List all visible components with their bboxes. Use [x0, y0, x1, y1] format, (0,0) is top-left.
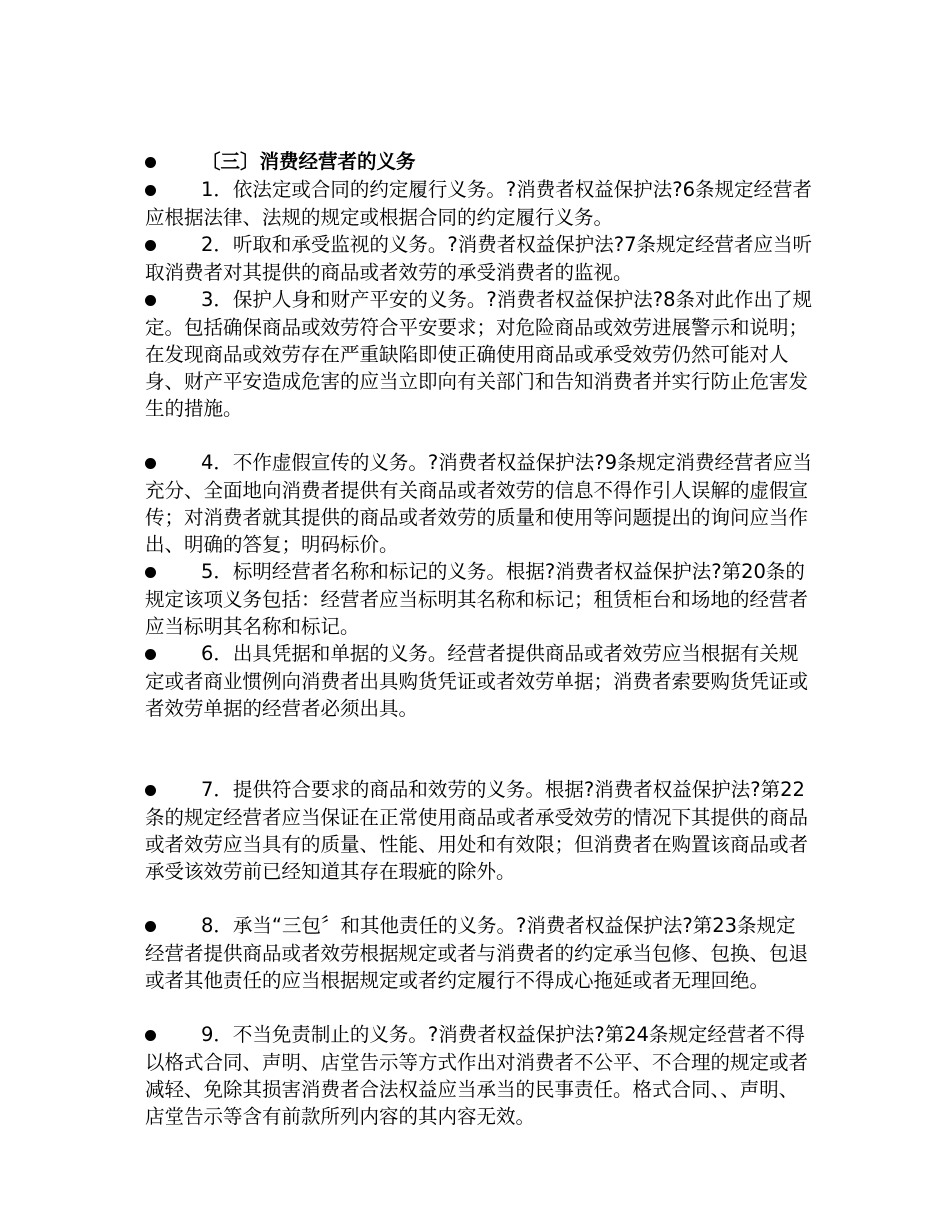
- bullet-icon: [145, 449, 201, 477]
- item-text: 5．标明经营者名称和标记的义务。根据?消费者权益保护法?第20条的规定该项义务包括：经营者应当标明其名称和标记；租赁柜台和场地的经营者应当标明其名称和标记。: [145, 560, 809, 638]
- list-item: [145, 231, 815, 286]
- section-heading: [145, 148, 815, 176]
- item-text: 8．承当“三包〞和其他责任的义务。?消费者权益保护法?第23条规定经营者提供商品或者效劳根据规定或者与消费者的约定承当包修、包换、包退或者其他责任的应当根据规定或者约定履行不得成心拖延或者无理回绝。: [145, 914, 809, 992]
- bullet-icon: [145, 912, 201, 940]
- bullet-icon: [145, 558, 201, 586]
- list-item: [145, 776, 815, 885]
- list-item: [145, 640, 815, 722]
- item-text: 7．提供符合要求的商品和效劳的义务。根据?消费者权益保护法?第22条的规定经营者应当保证在正常使用商品或者承受效劳的情况下其提供的商品或者效劳应当具有的质量、性能、用处和有效限；但消费者在购置该商品或者承受该效劳前已经知道其存在瑕疵的除外。: [145, 778, 809, 883]
- list-item: [145, 449, 815, 558]
- bullet-icon: [145, 1021, 201, 1049]
- list-item: [145, 912, 815, 994]
- bullet-icon: [145, 286, 201, 314]
- item-text: 9．不当免责制止的义务。?消费者权益保护法?第24条规定经营者不得以格式合同、声明、店堂告示等方式作出对消费者不公平、不合理的规定或者减轻、免除其损害消费者合法权益应当承当的民事责任。格式合同、、声明、店堂告示等含有前款所列内容的其内容无效。: [145, 1023, 809, 1128]
- bullet-icon: [145, 640, 201, 668]
- bullet-icon: [145, 231, 201, 259]
- bullet-icon: [145, 176, 201, 204]
- list-item: [145, 176, 815, 231]
- item-text: 6．出具凭据和单据的义务。经营者提供商品或者效劳应当根据有关规定或者商业惯例向消费者出具购货凭证或者效劳单据；消费者索要购货凭证或者效劳单据的经营者必须出具。: [145, 642, 809, 720]
- section-title: 〔三〕消费经营者的义务: [201, 150, 416, 173]
- list-item: [145, 286, 815, 422]
- bullet-icon: [145, 776, 201, 804]
- item-text: 1．依法定或合同的约定履行义务。?消费者权益保护法?6条规定经营者应根据法律、法规的规定或根据合同的约定履行义务。: [145, 178, 813, 229]
- item-text: 2．听取和承受监视的义务。?消费者权益保护法?7条规定经营者应当听取消费者对其提供的商品或者效劳的承受消费者的监视。: [145, 233, 813, 284]
- item-text: 4．不作虚假宣传的义务。?消费者权益保护法?9条规定消费经营者应当充分、全面地向消费者提供有关商品或者效劳的信息不得作引人误解的虚假宣传；对消费者就其提供的商品或者效劳的质量和使用等问题提出的询问应当作出、明确的答复；明码标价。: [145, 451, 813, 556]
- document-body: [145, 148, 815, 1130]
- list-item: [145, 1021, 815, 1130]
- list-item: [145, 558, 815, 640]
- bullet-icon: [145, 148, 201, 176]
- item-text: 3．保护人身和财产平安的义务。?消费者权益保护法?8条对此作出了规定。包括确保商品或效劳符合平安要求；对危险商品或效劳进展警示和说明；在发现商品或效劳存在严重缺陷即使正确使用商品或承受效劳仍然可能对人身、财产平安造成危害的应当立即向有关部门和告知消费者并实行防止危害发生的措施。: [145, 288, 813, 420]
